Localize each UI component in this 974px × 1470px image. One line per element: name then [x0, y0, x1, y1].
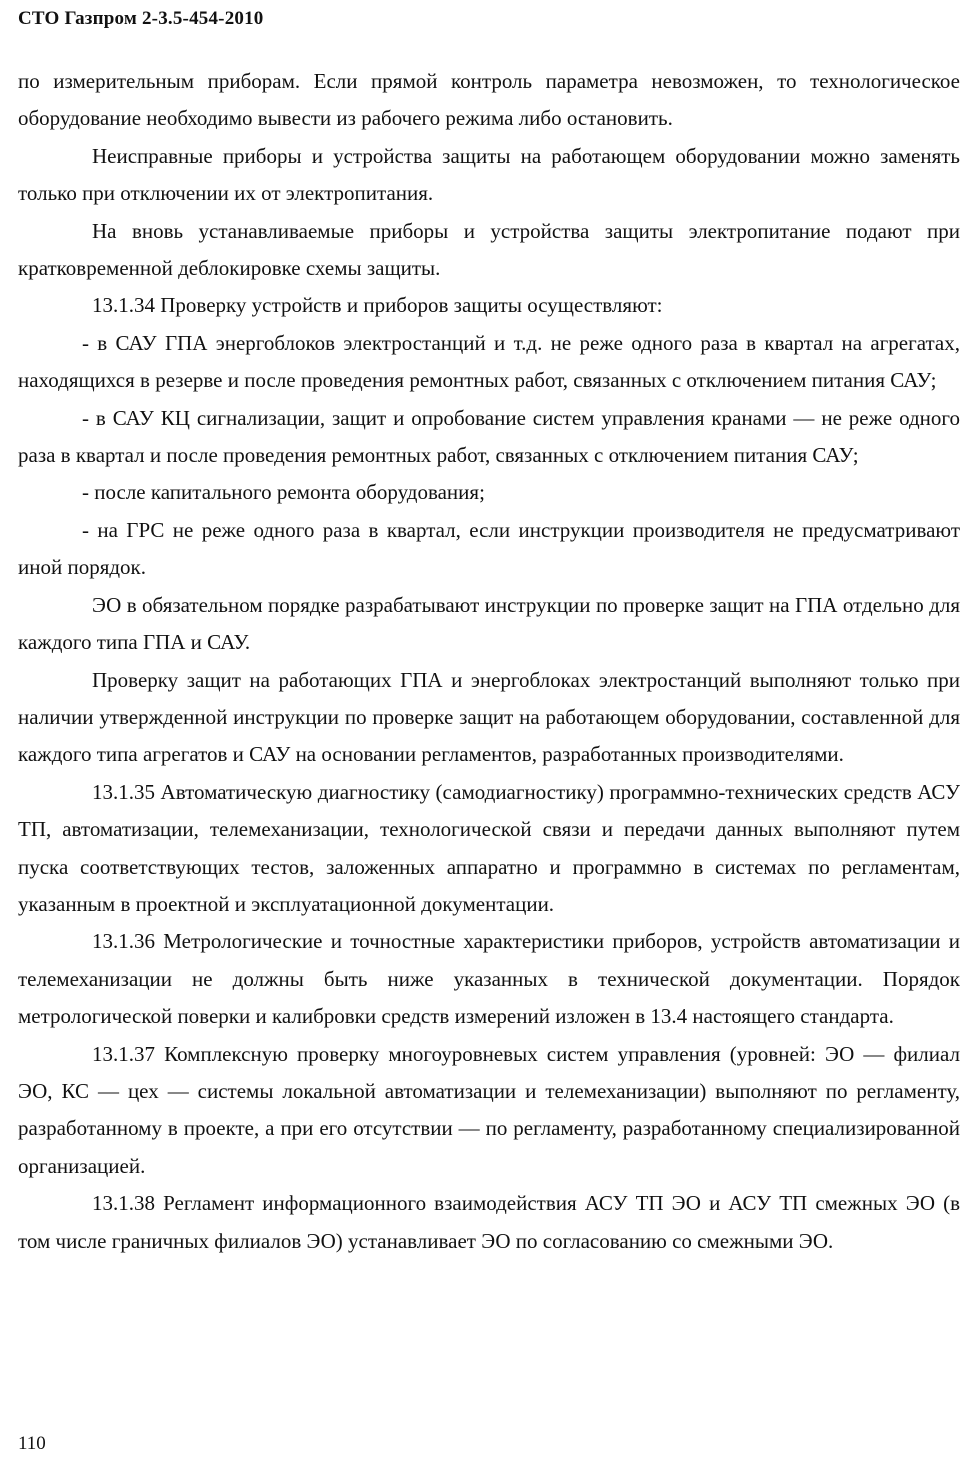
list-item-grs: - на ГРС не реже одного раза в квартал, если инструкции производителя не предусматривают иной порядок.: [18, 517, 960, 580]
list-item-capital-repair: - после капитального ремонта оборудования;: [82, 480, 485, 505]
clause-13-1-37: 13.1.37 Комплексную проверку многоуровневых систем управления (уровней: ЭО — филиал ЭО, КС — цех — системы локальной автоматизации и телемеханизации) выполняют по регламенту, разработанному в проекте, а при его отсутствии — по регламенту, разработанному специализированной организацией.: [18, 1041, 960, 1178]
paragraph-eo-instructions: ЭО в обязательном порядке разрабатывают инструкции по проверке защит на ГПА отдельно для каждого типа ГПА и САУ.: [18, 592, 960, 655]
paragraph-new-devices: На вновь устанавливаемые приборы и устройства защиты электропитание подают при кратковременной деблокировке схемы защиты.: [18, 218, 960, 281]
paragraph-faulty-devices: Неисправные приборы и устройства защиты на работающем оборудовании можно заменять только при отключении их от электропитания.: [18, 143, 960, 206]
page-number: 110: [18, 1433, 46, 1454]
list-item-sau-kc: - в САУ КЦ сигнализации, защит и опробование систем управления кранами — не реже одного раза в квартал и после проведения ремонтных работ, связанных с отключением питания САУ;: [18, 405, 960, 468]
clause-13-1-38: 13.1.38 Регламент информационного взаимодействия АСУ ТП ЭО и АСУ ТП смежных ЭО (в том числе граничных филиалов ЭО) устанавливает ЭО по согласованию со смежными ЭО.: [18, 1191, 960, 1253]
document-code-header: СТО Газпром 2-3.5-454-2010: [18, 8, 264, 29]
paragraph-protection-check: Проверку защит на работающих ГПА и энергоблоках электростанций выполняют только при наличии утвержденной инструкции по проверке защит на работающем оборудовании, составленной для каждого типа агрегатов и САУ на основании регламентов, разработанных производителями.: [18, 667, 960, 767]
list-item-sau-gpa: - в САУ ГПА энергоблоков электростанций и т.д. не реже одного раза в квартал на агрегатах, находящихся в резерве и после проведения ремонтных работ, связанных с отключением питания САУ;: [18, 330, 960, 393]
clause-13-1-35: 13.1.35 Автоматическую диагностику (самодиагностику) программно-технических средств АСУ ТП, автоматизации, телемеханизации, технологической связи и передачи данных выполняют путем пуска соответствующих тестов, заложенных аппаратно и программно в системах по регламентам, указанным в проектной и эксплуатационной документации.: [18, 779, 960, 916]
clause-13-1-34: 13.1.34 Проверку устройств и приборов защиты осуществляют:: [92, 293, 663, 318]
paragraph-continuation: по измерительным приборам. Если прямой контроль параметра невозможен, то технологическое оборудование необходимо вывести из рабочего режима либо остановить.: [18, 69, 960, 131]
document-body: [18, 63, 960, 1260]
clause-13-1-36: 13.1.36 Метрологические и точностные характеристики приборов, устройств автоматизации и телемеханизации не должны быть ниже указанных в технической документации. Порядок метрологической поверки и калибровки средств измерений изложен в 13.4 настоящего стандарта.: [18, 929, 960, 1029]
